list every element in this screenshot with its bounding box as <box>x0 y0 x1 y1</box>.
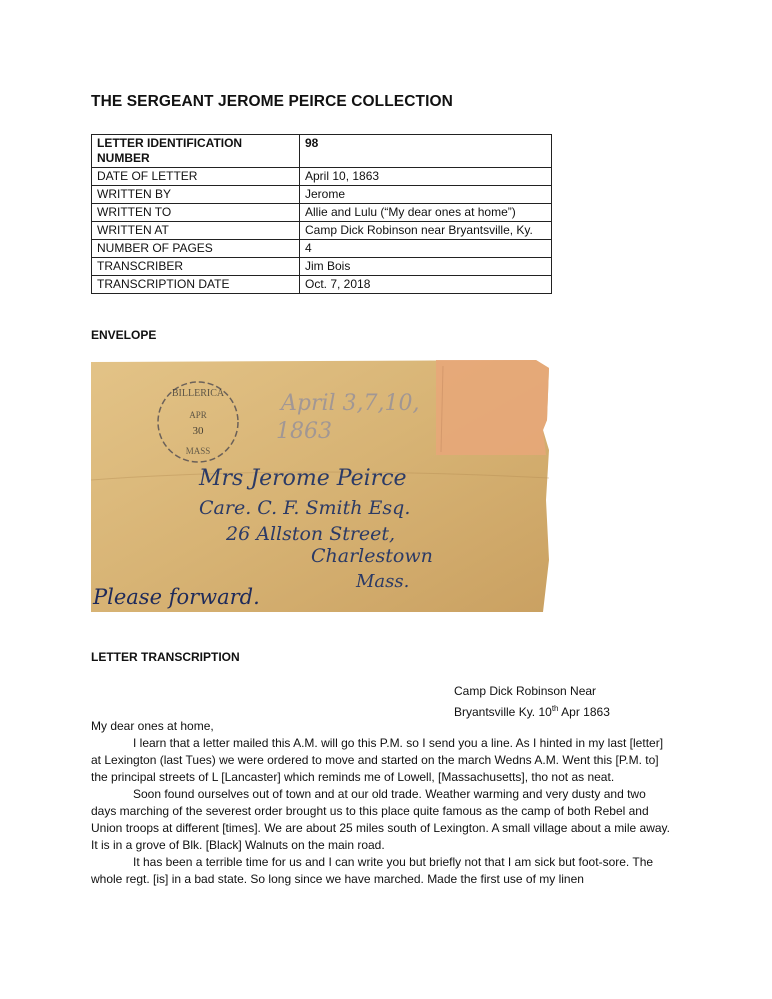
forward-note: Please forward. <box>93 585 260 609</box>
row-value: Jim Bois <box>300 258 552 276</box>
pencil-note-dates: April 3,7,10, <box>281 391 420 416</box>
letter-metadata-table <box>91 134 552 294</box>
row-value: Oct. 7, 2018 <box>300 276 552 294</box>
envelope-heading: ENVELOPE <box>91 328 157 342</box>
envelope-stain <box>436 360 549 455</box>
transcription-heading: LETTER TRANSCRIPTION <box>91 650 240 664</box>
address-line-5: Mass. <box>356 571 410 592</box>
postmark-day: 30 <box>192 425 204 437</box>
salutation: My dear ones at home, <box>91 719 214 733</box>
letter-body <box>91 718 671 888</box>
heading-month-year: Apr 1863 <box>558 705 610 719</box>
row-label: TRANSCRIPTION DATE <box>92 276 300 294</box>
row-value: Jerome <box>300 186 552 204</box>
table-row <box>92 135 552 168</box>
collection-title: THE SERGEANT JEROME PEIRCE COLLECTION <box>91 93 453 110</box>
table-row <box>92 204 552 222</box>
envelope-photo <box>91 360 549 612</box>
row-value: April 10, 1863 <box>300 168 552 186</box>
row-value: Camp Dick Robinson near Bryantsville, Ky. <box>300 222 552 240</box>
letter-paragraph: I learn that a letter mailed this A.M. will go this P.M. so I send you a line. As I hinted in my last [letter] at Lexington (last Tues) we were ordered to move and started on the march Wedns A.M. Went this [P.M. to] the principal streets of L [Lancaster] which reminds me of Lowell, [Massachusetts], tho not as neat. <box>91 736 664 784</box>
row-label: DATE OF LETTER <box>92 168 300 186</box>
table-row <box>92 258 552 276</box>
address-line-4: Charlestown <box>311 545 433 567</box>
address-line-1: Mrs Jerome Peirce <box>199 466 407 491</box>
table-row <box>92 168 552 186</box>
row-value: Allie and Lulu (“My dear ones at home”) <box>300 204 552 222</box>
letter-paragraph: Soon found ourselves out of town and at our old trade. Weather warming and very dusty and two days marching of the severest order brought us to this place quite famous as the camp of both Rebel and Union troops at different [times]. We are about 25 miles south of Lexington. A small village about a mile away. It is in a grove of Blk. [Black] Walnuts on the main road. <box>91 787 670 852</box>
table-row <box>92 240 552 258</box>
table-row <box>92 186 552 204</box>
letter-heading-line-1: Camp Dick Robinson Near <box>454 684 597 698</box>
row-label: TRANSCRIBER <box>92 258 300 276</box>
postmark-state: MASS <box>185 446 211 456</box>
row-label: WRITTEN BY <box>92 186 300 204</box>
row-value: 4 <box>300 240 552 258</box>
row-label: WRITTEN AT <box>92 222 300 240</box>
row-label: WRITTEN TO <box>92 204 300 222</box>
row-value: 98 <box>300 135 552 168</box>
heading-place-date: Bryantsville Ky. 10 <box>454 705 552 719</box>
letter-paragraph: It has been a terrible time for us and I can write you but briefly not that I am sick but foot-sore. The whole regt. [is] in a bad state. So long since we have marched. Made the first use of my linen <box>91 855 654 886</box>
heading-ordinal-suffix: th <box>551 704 559 713</box>
address-line-2: Care. C. F. Smith Esq. <box>199 497 411 519</box>
postmark-month: APR <box>189 410 207 420</box>
row-label: NUMBER OF PAGES <box>92 240 300 258</box>
row-label: LETTER IDENTIFICATION NUMBER <box>92 135 300 168</box>
pencil-note-year: 1863 <box>276 419 332 444</box>
postmark-town: BILLERICA <box>171 388 225 399</box>
address-line-3: 26 Allston Street, <box>226 523 396 545</box>
table-row <box>92 222 552 240</box>
letter-heading <box>454 683 610 721</box>
table-row <box>92 276 552 294</box>
